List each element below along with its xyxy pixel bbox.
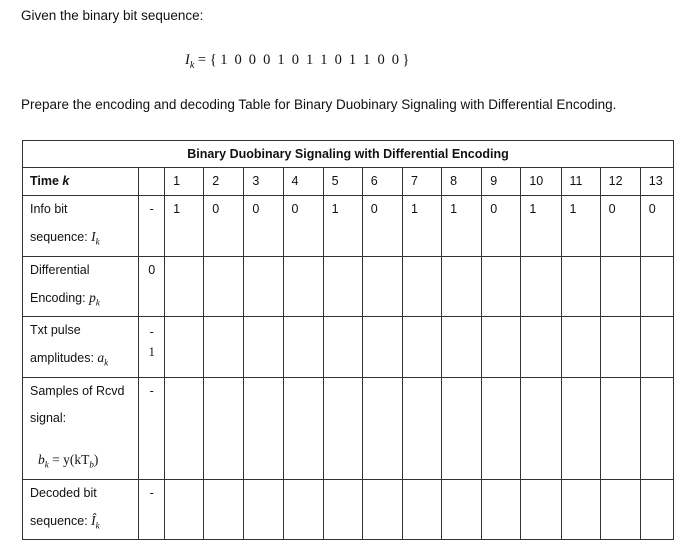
bit-sequence bbox=[185, 52, 410, 71]
sample-cell bbox=[640, 378, 673, 480]
info-bit-value: 0 bbox=[648, 202, 656, 216]
sample-cell bbox=[283, 378, 323, 480]
diff-enc-cell bbox=[561, 256, 600, 317]
info-bit-value: 1 bbox=[529, 202, 537, 216]
info-bit-cell bbox=[600, 196, 640, 257]
pulse-amp-cell bbox=[244, 317, 283, 378]
sample-cell bbox=[323, 378, 362, 480]
sample-cell bbox=[600, 378, 640, 480]
diff-label-cell bbox=[23, 256, 139, 317]
sample-cell bbox=[482, 378, 521, 480]
time-cell bbox=[165, 168, 204, 196]
diff-enc-cell bbox=[362, 256, 402, 317]
info-initial-cell bbox=[139, 196, 165, 257]
pulse-amp-cell bbox=[640, 317, 673, 378]
sequence-prefix: = { bbox=[194, 52, 217, 68]
table-row bbox=[23, 378, 674, 480]
sample-cell bbox=[561, 378, 600, 480]
decoded-bit-cell bbox=[244, 479, 283, 540]
diff-enc-cell bbox=[165, 256, 204, 317]
samples-formula-rest: = y(kT bbox=[48, 452, 90, 468]
sample-cell bbox=[244, 378, 283, 480]
table-row bbox=[23, 196, 674, 257]
sequence-bit: 0 bbox=[248, 52, 257, 68]
sequence-bit: 0 bbox=[334, 52, 342, 68]
intro-text: Given the binary bit sequence: bbox=[21, 8, 204, 23]
info-bit-value: 0 bbox=[212, 202, 220, 216]
info-bit-value: 0 bbox=[608, 202, 616, 216]
decoded-label-2: sequence: bbox=[30, 513, 92, 528]
diff-enc-cell bbox=[402, 256, 441, 317]
time-cell bbox=[244, 168, 283, 196]
table-caption: Binary Duobinary Signaling with Differential Encoding bbox=[23, 141, 674, 168]
time-initial-cell bbox=[139, 168, 165, 196]
info-bit-value: 1 bbox=[173, 202, 181, 216]
diff-initial: 0 bbox=[148, 262, 156, 277]
time-value: 13 bbox=[648, 174, 663, 188]
table-row bbox=[23, 256, 674, 317]
pulse-amp-cell bbox=[323, 317, 362, 378]
table-row bbox=[23, 168, 674, 196]
pulse-sub: k bbox=[104, 358, 109, 369]
decoded-bit-cell bbox=[640, 479, 673, 540]
pulse-initial-bottom: 1 bbox=[148, 345, 155, 360]
pulse-amp-cell bbox=[362, 317, 402, 378]
pulse-amp-cell bbox=[204, 317, 244, 378]
diff-enc-cell bbox=[323, 256, 362, 317]
info-bit-value: 0 bbox=[490, 202, 498, 216]
diff-initial-cell bbox=[139, 256, 165, 317]
info-bit-cell bbox=[204, 196, 244, 257]
sequence-bit: 1 bbox=[220, 52, 228, 68]
samples-initial-cell bbox=[139, 378, 165, 480]
time-value: 2 bbox=[212, 174, 220, 188]
decoded-bit-cell bbox=[204, 479, 244, 540]
time-cell bbox=[561, 168, 600, 196]
sequence-subscript: k bbox=[189, 59, 195, 71]
time-cell bbox=[283, 168, 323, 196]
info-bit-cell bbox=[362, 196, 402, 257]
decoded-bit-cell bbox=[402, 479, 441, 540]
info-bit-value: 0 bbox=[370, 202, 378, 216]
diff-enc-cell bbox=[204, 256, 244, 317]
time-value: 1 bbox=[173, 174, 181, 188]
time-value: 11 bbox=[569, 174, 583, 188]
info-bit-cell bbox=[244, 196, 283, 257]
time-cell bbox=[600, 168, 640, 196]
diff-label-2: Encoding: bbox=[30, 290, 90, 305]
info-label-cell bbox=[23, 196, 139, 257]
pulse-amp-cell bbox=[521, 317, 561, 378]
info-var: I bbox=[91, 229, 96, 244]
time-value: 6 bbox=[370, 174, 378, 188]
decoded-sub: k bbox=[95, 520, 100, 531]
decoded-bit-cell bbox=[323, 479, 362, 540]
sequence-bit: 0 bbox=[377, 52, 385, 68]
info-bit-cell bbox=[482, 196, 521, 257]
sequence-bit: 1 bbox=[363, 52, 371, 68]
pulse-amp-cell bbox=[402, 317, 441, 378]
time-value: 8 bbox=[450, 174, 458, 188]
info-bit-value: 0 bbox=[252, 202, 260, 216]
samples-formula-sub: k bbox=[44, 459, 49, 470]
decoded-initial: - bbox=[149, 485, 154, 500]
sequence-bit: 1 bbox=[348, 52, 357, 68]
sample-cell bbox=[362, 378, 402, 480]
time-label: Time bbox=[30, 174, 63, 188]
samples-formula-b: b bbox=[38, 452, 45, 468]
info-label-1: Info bit bbox=[30, 202, 68, 216]
sample-cell bbox=[165, 378, 204, 480]
time-var: k bbox=[62, 174, 70, 188]
decoded-bit-cell bbox=[362, 479, 402, 540]
table-row bbox=[23, 317, 674, 378]
info-initial: - bbox=[149, 202, 154, 216]
info-bit-cell bbox=[283, 196, 323, 257]
samples-label-1: Samples of Rcvd bbox=[30, 384, 125, 399]
time-cell bbox=[402, 168, 441, 196]
diff-enc-cell bbox=[442, 256, 482, 317]
decoded-bit-cell bbox=[600, 479, 640, 540]
info-bit-cell bbox=[561, 196, 600, 257]
encoding-table bbox=[22, 140, 674, 540]
sequence-bit: 1 bbox=[305, 52, 314, 68]
pulse-amp-cell bbox=[600, 317, 640, 378]
pulse-var: a bbox=[97, 350, 105, 366]
diff-label-1: Differential bbox=[30, 262, 90, 277]
sample-cell bbox=[204, 378, 244, 480]
sequence-bit: 1 bbox=[277, 52, 285, 68]
samples-label-2: signal: bbox=[30, 411, 67, 426]
info-bit-cell bbox=[402, 196, 441, 257]
diff-enc-cell bbox=[640, 256, 673, 317]
sequence-bit: 0 bbox=[234, 52, 242, 68]
time-cell bbox=[482, 168, 521, 196]
diff-enc-cell bbox=[244, 256, 283, 317]
time-value: 12 bbox=[608, 174, 623, 188]
decoded-label-1: Decoded bit bbox=[30, 485, 97, 500]
decoded-label-cell bbox=[23, 479, 139, 540]
info-bit-cell bbox=[640, 196, 673, 257]
info-bit-value: 1 bbox=[331, 202, 339, 216]
pulse-amp-cell bbox=[561, 317, 600, 378]
pulse-label-cell bbox=[23, 317, 139, 378]
info-bit-value: 1 bbox=[569, 202, 577, 216]
sequence-suffix: } bbox=[402, 52, 410, 68]
decoded-bit-cell bbox=[165, 479, 204, 540]
time-cell bbox=[521, 168, 561, 196]
decoded-bit-cell bbox=[442, 479, 482, 540]
decoded-bit-cell bbox=[283, 479, 323, 540]
info-bit-cell bbox=[323, 196, 362, 257]
decoded-var: Î bbox=[91, 512, 96, 528]
samples-label-cell bbox=[23, 378, 139, 480]
info-sub: k bbox=[95, 236, 100, 247]
samples-formula bbox=[23, 432, 138, 479]
time-value: 3 bbox=[252, 174, 260, 188]
info-bit-cell bbox=[165, 196, 204, 257]
pulse-label-1: Txt pulse bbox=[30, 323, 81, 338]
sequence-bit: 0 bbox=[263, 52, 271, 68]
sample-cell bbox=[402, 378, 441, 480]
info-label-2: sequence: bbox=[30, 230, 92, 244]
time-value: 5 bbox=[331, 174, 339, 188]
diff-enc-cell bbox=[283, 256, 323, 317]
sequence-bit: 1 bbox=[320, 52, 328, 68]
time-label-cell bbox=[23, 168, 139, 196]
sequence-bits bbox=[217, 52, 403, 68]
samples-formula-sub2: b bbox=[89, 459, 94, 470]
sample-cell bbox=[442, 378, 482, 480]
pulse-label-2: amplitudes: bbox=[30, 351, 98, 366]
diff-enc-cell bbox=[600, 256, 640, 317]
pulse-amp-cell bbox=[482, 317, 521, 378]
instruction-text: Prepare the encoding and decoding Table for Binary Duobinary Signaling with Differential Encoding. bbox=[21, 97, 617, 112]
decoded-initial-cell bbox=[139, 479, 165, 540]
time-value: 10 bbox=[529, 174, 544, 188]
pulse-amp-cell bbox=[283, 317, 323, 378]
time-cell bbox=[640, 168, 673, 196]
diff-sub: k bbox=[95, 297, 100, 308]
time-cell bbox=[204, 168, 244, 196]
info-bit-value: 0 bbox=[291, 202, 299, 216]
info-bit-cell bbox=[442, 196, 482, 257]
samples-initial: - bbox=[149, 384, 154, 399]
info-bit-value: 1 bbox=[450, 202, 458, 216]
decoded-bit-cell bbox=[482, 479, 521, 540]
samples-formula-end: ) bbox=[93, 452, 99, 468]
diff-enc-cell bbox=[482, 256, 521, 317]
sequence-bit: 0 bbox=[391, 52, 400, 68]
decoded-bit-cell bbox=[521, 479, 561, 540]
pulse-amp-cell bbox=[165, 317, 204, 378]
table-row bbox=[23, 479, 674, 540]
info-bit-cell bbox=[521, 196, 561, 257]
sample-cell bbox=[521, 378, 561, 480]
pulse-initial-cell bbox=[139, 317, 165, 378]
time-value: 7 bbox=[410, 174, 418, 188]
decoded-bit-cell bbox=[561, 479, 600, 540]
time-cell bbox=[362, 168, 402, 196]
time-value: 4 bbox=[291, 174, 299, 188]
time-cell bbox=[442, 168, 482, 196]
sequence-symbol: I bbox=[185, 52, 190, 68]
time-cell bbox=[323, 168, 362, 196]
pulse-initial-top: - bbox=[149, 325, 154, 340]
diff-enc-cell bbox=[521, 256, 561, 317]
pulse-amp-cell bbox=[442, 317, 482, 378]
sequence-bit: 0 bbox=[291, 52, 299, 68]
time-value: 9 bbox=[490, 174, 498, 188]
diff-var: p bbox=[89, 289, 96, 305]
info-bit-value: 1 bbox=[410, 202, 418, 216]
